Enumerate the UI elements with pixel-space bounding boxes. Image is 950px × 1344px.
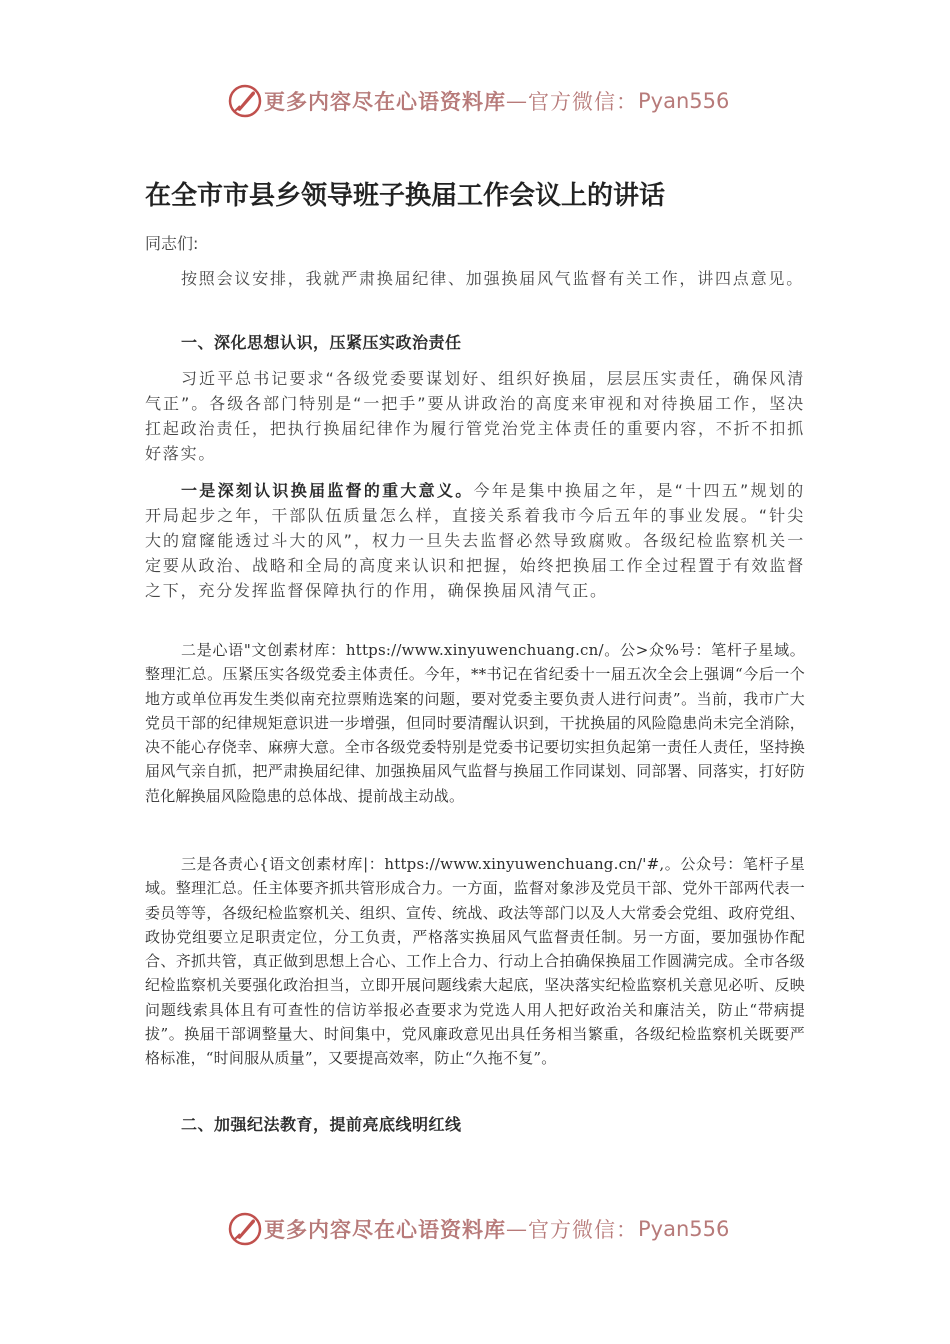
banner-label: 官方微信： bbox=[528, 90, 638, 114]
section1-body-block bbox=[145, 366, 805, 466]
section1-paragraph: 习近平总书记要求“各级党委要谋划好、组织好换届，层层压实责任，确保风清气正”。各级各部门特别是“一把手”要从讲政治的高度来审视和对待换届工作，坚决扛起政治责任，把执行换届纪律作为履行管党治党主体责任的重要内容，不折不扣抓好落实。 bbox=[145, 369, 805, 463]
banner-lead-text: 更多内容尽在心语资料库 bbox=[264, 1217, 506, 1242]
banner-dash: — bbox=[506, 1217, 528, 1241]
point2-paragraph: 二是心语"文创素材库：https://www.xinyuwenchuang.cn/。公>众%号：笔杆子星域。整理汇总。压紧压实各级党委主体责任。今年，**书记在省纪委十一届五次全会上强调“今后一个地方或单位再发生类似南充拉票贿选案的问题，要对党委主要负责人进行问责”。当前，我市广大党员干部的纪律规矩意识进一步增强，但同时要清醒认识到，干扰换届的风险隐患尚未完全消除，决不能心存侥幸、麻痹大意。全市各级党委特别是党委书记要切实担负起第一责任人责任，坚持换届风气亲自抓，把严肃换届纪律、加强换届风气监督与换届工作同谋划、同部署、同落实，打好防范化解换届风险隐患的总体战、提前战主动战。 bbox=[145, 641, 805, 805]
point2-block bbox=[145, 638, 805, 808]
header-banner bbox=[228, 84, 729, 118]
footer-banner bbox=[228, 1212, 729, 1246]
point3-paragraph: 三是各责心{语文创素材库|：https://www.xinyuwenchuang.cn/'#,。公众号：笔杆子星域。整理汇总。任主体要齐抓共管形成合力。一方面，监督对象涉及党员干部、党外干部两代表一委员等等，各级纪检监察机关、组织、宣传、统战、政法等部门以及人大常委会党组、政府党组、政协党组要立足职责定位，分工负责，严格落实换届风气监督责任制。另一方面，要加强协作配合、齐抓共管，真正做到思想上合心、工作上合力、行动上合拍确保换届工作圆满完成。全市各级纪检监察机关要强化政治担当，立即开展问题线索大起底，坚决落实纪检监察机关意见必听、反映问题线索具体且有可查性的信访举报必查要求为党选人用人把好政治关和廉洁关，防止“带病提拔”。换届干部调整量大、时间集中，党风廉政意见出具任务相当繁重，各级纪检监察机关既要严格标准，“时间服从质量”，又要提高效率，防止“久拖不复”。 bbox=[145, 855, 805, 1068]
point1-block bbox=[145, 478, 805, 603]
banner-label: 官方微信： bbox=[528, 1218, 638, 1242]
banner-handle: Pyan556 bbox=[638, 1217, 730, 1241]
document-title: 在全市市县乡领导班子换届工作会议上的讲话 bbox=[145, 181, 666, 211]
quill-pen-logo-icon bbox=[228, 1212, 262, 1246]
section1-heading: 一、深化思想认识，压紧压实政治责任 bbox=[181, 333, 462, 352]
quill-pen-logo-icon bbox=[228, 84, 262, 118]
section1-heading-block bbox=[145, 330, 805, 353]
point3-block bbox=[145, 852, 805, 1071]
section2-heading: 二、加强纪法教育，提前亮底线明红线 bbox=[181, 1115, 462, 1134]
banner-handle: Pyan556 bbox=[638, 89, 730, 113]
point1-body: 今年是集中换届之年，是“十四五”规划的开局起步之年，干部队伍质量怎么样，直接关系着我市今后五年的事业发展。“针尖大的窟窿能透过斗大的风”，权力一旦失去监督必然导致腐败。各级纪检监察机关一定要从政治、战略和全局的高度来认识和把握，始终把换届工作全过程置于有效监督之下，充分发挥监督保障执行的作用，确保换届风清气正。 bbox=[145, 481, 805, 600]
banner-lead-text: 更多内容尽在心语资料库 bbox=[264, 89, 506, 114]
banner-dash: — bbox=[506, 89, 528, 113]
salutation: 同志们: bbox=[145, 234, 199, 253]
point1-paragraph bbox=[145, 478, 805, 603]
point1-lead: 一是深刻认识换届监督的重大意义。 bbox=[181, 481, 474, 500]
intro-paragraph: 按照会议安排，我就严肃换届纪律、加强换届风气监督有关工作，讲四点意见。 bbox=[181, 269, 805, 288]
section2-heading-block bbox=[145, 1112, 805, 1135]
intro-block bbox=[145, 266, 805, 291]
